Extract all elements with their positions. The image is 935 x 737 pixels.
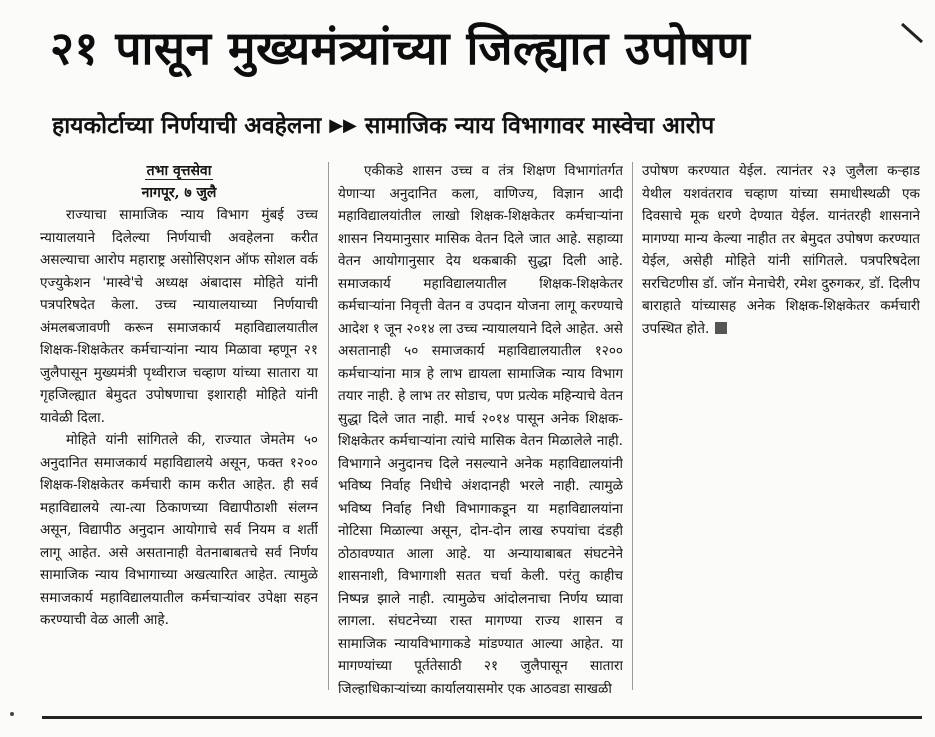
headline: २१ पासून मुख्यमंत्र्यांच्या जिल्ह्यात उपोषण bbox=[50, 21, 751, 75]
article-paragraph-3-continuation bbox=[642, 160, 920, 340]
subheadline bbox=[52, 104, 912, 148]
article-paragraph-3: एकीकडे शासन उच्च व तंत्र शिक्षण विभागांतर्गत येणाऱ्या अनुदानित कला, वाणिज्य, विज्ञान आदी महाविद्यालयांतील लाखो शिक्षक-शिक्षकेतर कर्मचाऱ्यांना शासन नियमानुसार मासिक वेतन दिले जात आहे. सहाव्या वेतन आयोगानुसार देय थकबाकी सुद्धा दिली आहे. समाजकार्य महाविद्यालयातील शिक्षक-शिक्षकेतर कर्मचाऱ्यांना निवृत्ती वेतन व उपदान योजना लागू करण्याचे आदेश १ जून २०१४ ला उच्च न्यायालयाने दिले आहेत. असे असतानाही ५० समाजकार्य महाविद्यालयातील १२०० कर्मचाऱ्यांना मात्र हे लाभ द्यायला सामाजिक न्याय विभाग तयार नाही. हे लाभ तर सोडाच, पण प्रत्येक महिन्याचे वेतन सुद्धा दिले जात नाही. मार्च २०१४ पासून अनेक शिक्षक-शिक्षकेतर कर्मचाऱ्यांना त्यांचे मासिक वेतन मिळालेले नाही. विभागाने अनुदानच दिले नसल्याने अनेक महाविद्यालयांनी भविष्य निर्वाह निधीचे अंशदानही भरले नाही. त्यामुळे भविष्य निर्वाह निधी विभागाकडून या महाविद्यालयांना नोटिसा मिळाल्या असून, दोन-दोन लाख रुपयांचा दंडही ठोठावण्यात आला आहे. या अन्यायाबाबत संघटनेने शासनाशी, विभागाशी सतत चर्चा केली. परंतु काहीच निष्पन्न झाले नाही. त्यामुळेच आंदोलनाचा निर्णय घ्यावा लागला. संघटनेच्या रास्त मागण्या राज्य शासन व सामाजिक न्यायविभागाकडे मांडण्यात आल्या आहेत. या मागण्यांच्या पूर्ततेसाठी २१ जुलैपासून सातारा जिल्हाधिकाऱ्यांच्या कार्यालयासमोर एक आठवडा साखळी bbox=[338, 163, 623, 697]
scan-speck bbox=[10, 712, 14, 716]
article-paragraph-3-continued: उपोषण करण्यात येईल. त्यानंतर २३ जुलैला कऱ्हाड येथील यशवंतराव चव्हाण यांच्या समाधीस्थळी एक दिवसाचे मूक धरणे देण्यात येईल. यानंतरही शासनाने मागण्या मान्य केल्या नाहीत तर बेमुदत उपोषण करण्यात येईल, असेही मोहिते यांनी सांगितले. पत्रपरिषदेला सरचिटणीस डॉ. जॉन मेनाचेरी, रमेश दुरुगकर, डॉ. दिलीप बाराहाते यांच्यासह अनेक शिक्षक-शिक्षकेतर कर्मचारी उपस्थित होते. bbox=[642, 163, 920, 337]
double-arrow-separator: ▶▶ bbox=[329, 115, 357, 136]
article-paragraph-1: राज्याचा सामाजिक न्याय विभाग मुंबई उच्च न्यायालयाने दिलेल्या निर्णयाची अवहेलना करीत असल्याचा आरोप महाराष्ट्र असोसिएशन ऑफ सोशल वर्क एज्युकेशन 'मास्वे'चे अध्यक्ष अंबादास मोहिते यांनी पत्रपरिषदेत केला. उच्च न्यायालयाच्या निर्णयाची अंमलबजावणी करून समाजकार्य महाविद्यालयातील शिक्षक-शिक्षकेतर कर्मचाऱ्यांना न्याय मिळावा म्हणून २१ जुलैपासून मुख्यमंत्री पृथ्वीराज चव्हाण यांच्या सातारा या गृहजिल्ह्यात बेमुदत उपोषणाचा इशाराही मोहिते यांनी यावेळी दिला. bbox=[40, 207, 318, 426]
article-column-2 bbox=[338, 160, 623, 705]
corner-stroke-mark bbox=[898, 20, 928, 50]
article-column-1 bbox=[40, 160, 318, 705]
news-bureau: तभा वृत्तसेवा bbox=[146, 163, 212, 179]
column-divider bbox=[328, 162, 329, 690]
article-paragraph-2: मोहिते यांनी सांगितले की, राज्यात जेमतेम ५० अनुदानित समाजकार्य महाविद्यालये असून, फक्त १२०० शिक्षक-शिक्षकेतर कर्मचारी काम करीत आहेत. ही सर्व महाविद्यालये त्या-त्या ठिकाणच्या विद्यापीठाशी संलग्न असून, विद्यापीठ अनुदान आयोगाचे सर्व नियम व शर्ती लागू आहेत. असे असतानाही वेतनाबाबतचे सर्व निर्णय सामाजिक न्याय विभागाच्या अखत्यारित आहेत. त्यामुळे समाजकार्य महाविद्यालयातील कर्मचाऱ्यांवर उपेक्षा सहन करण्याची वेळ आली आहे. bbox=[40, 432, 318, 628]
bottom-border-rule bbox=[42, 716, 922, 719]
article-column-3 bbox=[642, 160, 920, 705]
subheadline-right: सामाजिक न्याय विभागावर मास्वेचा आरोप bbox=[364, 113, 715, 139]
end-of-article-mark bbox=[715, 322, 727, 334]
dateline: नागपूर, ७ जुलै bbox=[141, 185, 217, 201]
byline bbox=[40, 160, 318, 182]
column-divider bbox=[632, 162, 633, 690]
subheadline-left: हायकोर्टाच्या निर्णयाची अवहेलना bbox=[52, 113, 322, 139]
